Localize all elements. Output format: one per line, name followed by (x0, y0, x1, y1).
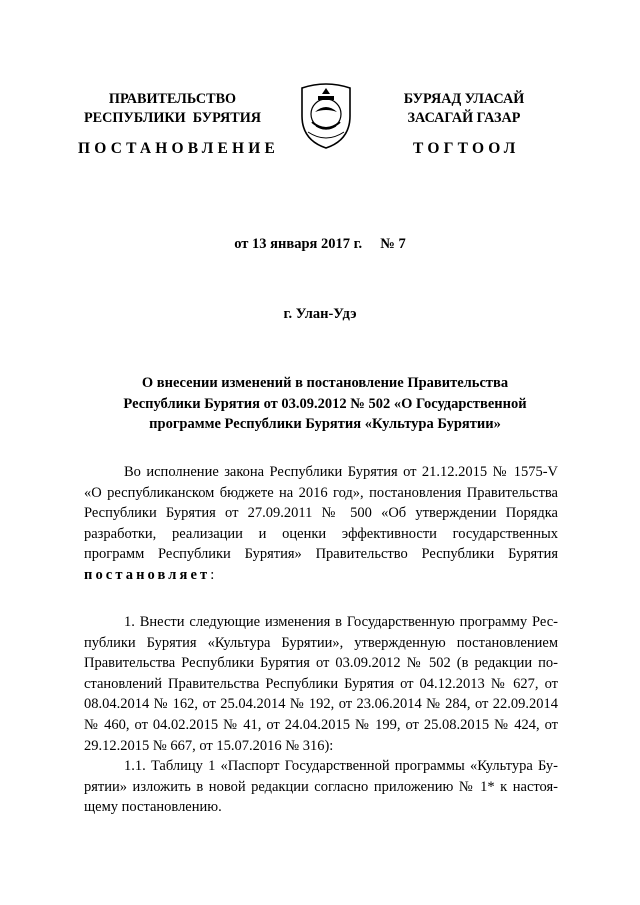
clause-1-1-text: 1.1. Таблицу 1 «Паспорт Государственной программы «Культура Бу-рятии» изложить в новой редакции согласно приложению № 1* к настоя-щему постановлению. (84, 758, 558, 816)
coat-of-arms-icon (298, 82, 354, 150)
date-number-line: от 13 января 2017 г. № 7 (234, 236, 406, 252)
government-name-russian (75, 90, 270, 128)
document-title (90, 373, 560, 435)
clause-1-text: 1. Внести следующие изменения в Государственную программу Рес-публики Бурятия «Культура Бурятии», утвержденную постановлением Правительства Республики Бурятия от 03.09.2012 № 502 (в редакции по-становлений Правительства Республики Бурятия от 04.12.2013 № 627, от 08.04.2014 № 162, от 25.04.2014 № 192, от 23.06.2014 № 284, от 22.09.2014 № 460, от 04.02.2015 № 41, от 24.04.2015 № 199, от 25.08.2015 № 424, от 29.12.2015 № 667, от 15.07.2016 № 316): (84, 614, 558, 754)
government-name-line2: РЕСПУБЛИКИ БУРЯТИЯ (83, 110, 262, 126)
clause-1 (84, 612, 558, 818)
title-line: Республики Бурятия от 03.09.2012 № 502 «О Государственной (123, 395, 527, 412)
city-line: г. Улан-Удэ (283, 306, 357, 322)
decree-word: постановляет (84, 566, 211, 583)
preamble-text: Во исполнение закона Республики Бурятия от 21.12.2015 № 1575-V «О республиканском бюджете на 2016 год», постановления Правительства Республики Бурятия от 27.09.2011 № 500 «Об утверждении Порядка разработки, реализации и оценки эффективности государственных программ Республики Бурятия» Правительство Республики Бурятия (84, 464, 558, 563)
document-type-buryat: ТОГТООЛ (413, 140, 520, 157)
government-name-buryat (373, 90, 555, 128)
title-line: программе Республики Бурятия «Культура Бурятии» (149, 416, 501, 432)
document-type-russian: ПОСТАНОВЛЕНИЕ (78, 140, 280, 157)
preamble-paragraph (84, 462, 558, 586)
government-name-buryat-line1: БУРЯАД УЛАСАЙ (403, 91, 525, 107)
government-name-line1: ПРАВИТЕЛЬСТВО (108, 91, 237, 107)
title-line: О внесении изменений в постановление Правительства (141, 375, 509, 391)
decree-colon: : (210, 566, 215, 583)
government-name-buryat-line2: ЗАСАГАЙ ГАЗАР (407, 110, 521, 126)
